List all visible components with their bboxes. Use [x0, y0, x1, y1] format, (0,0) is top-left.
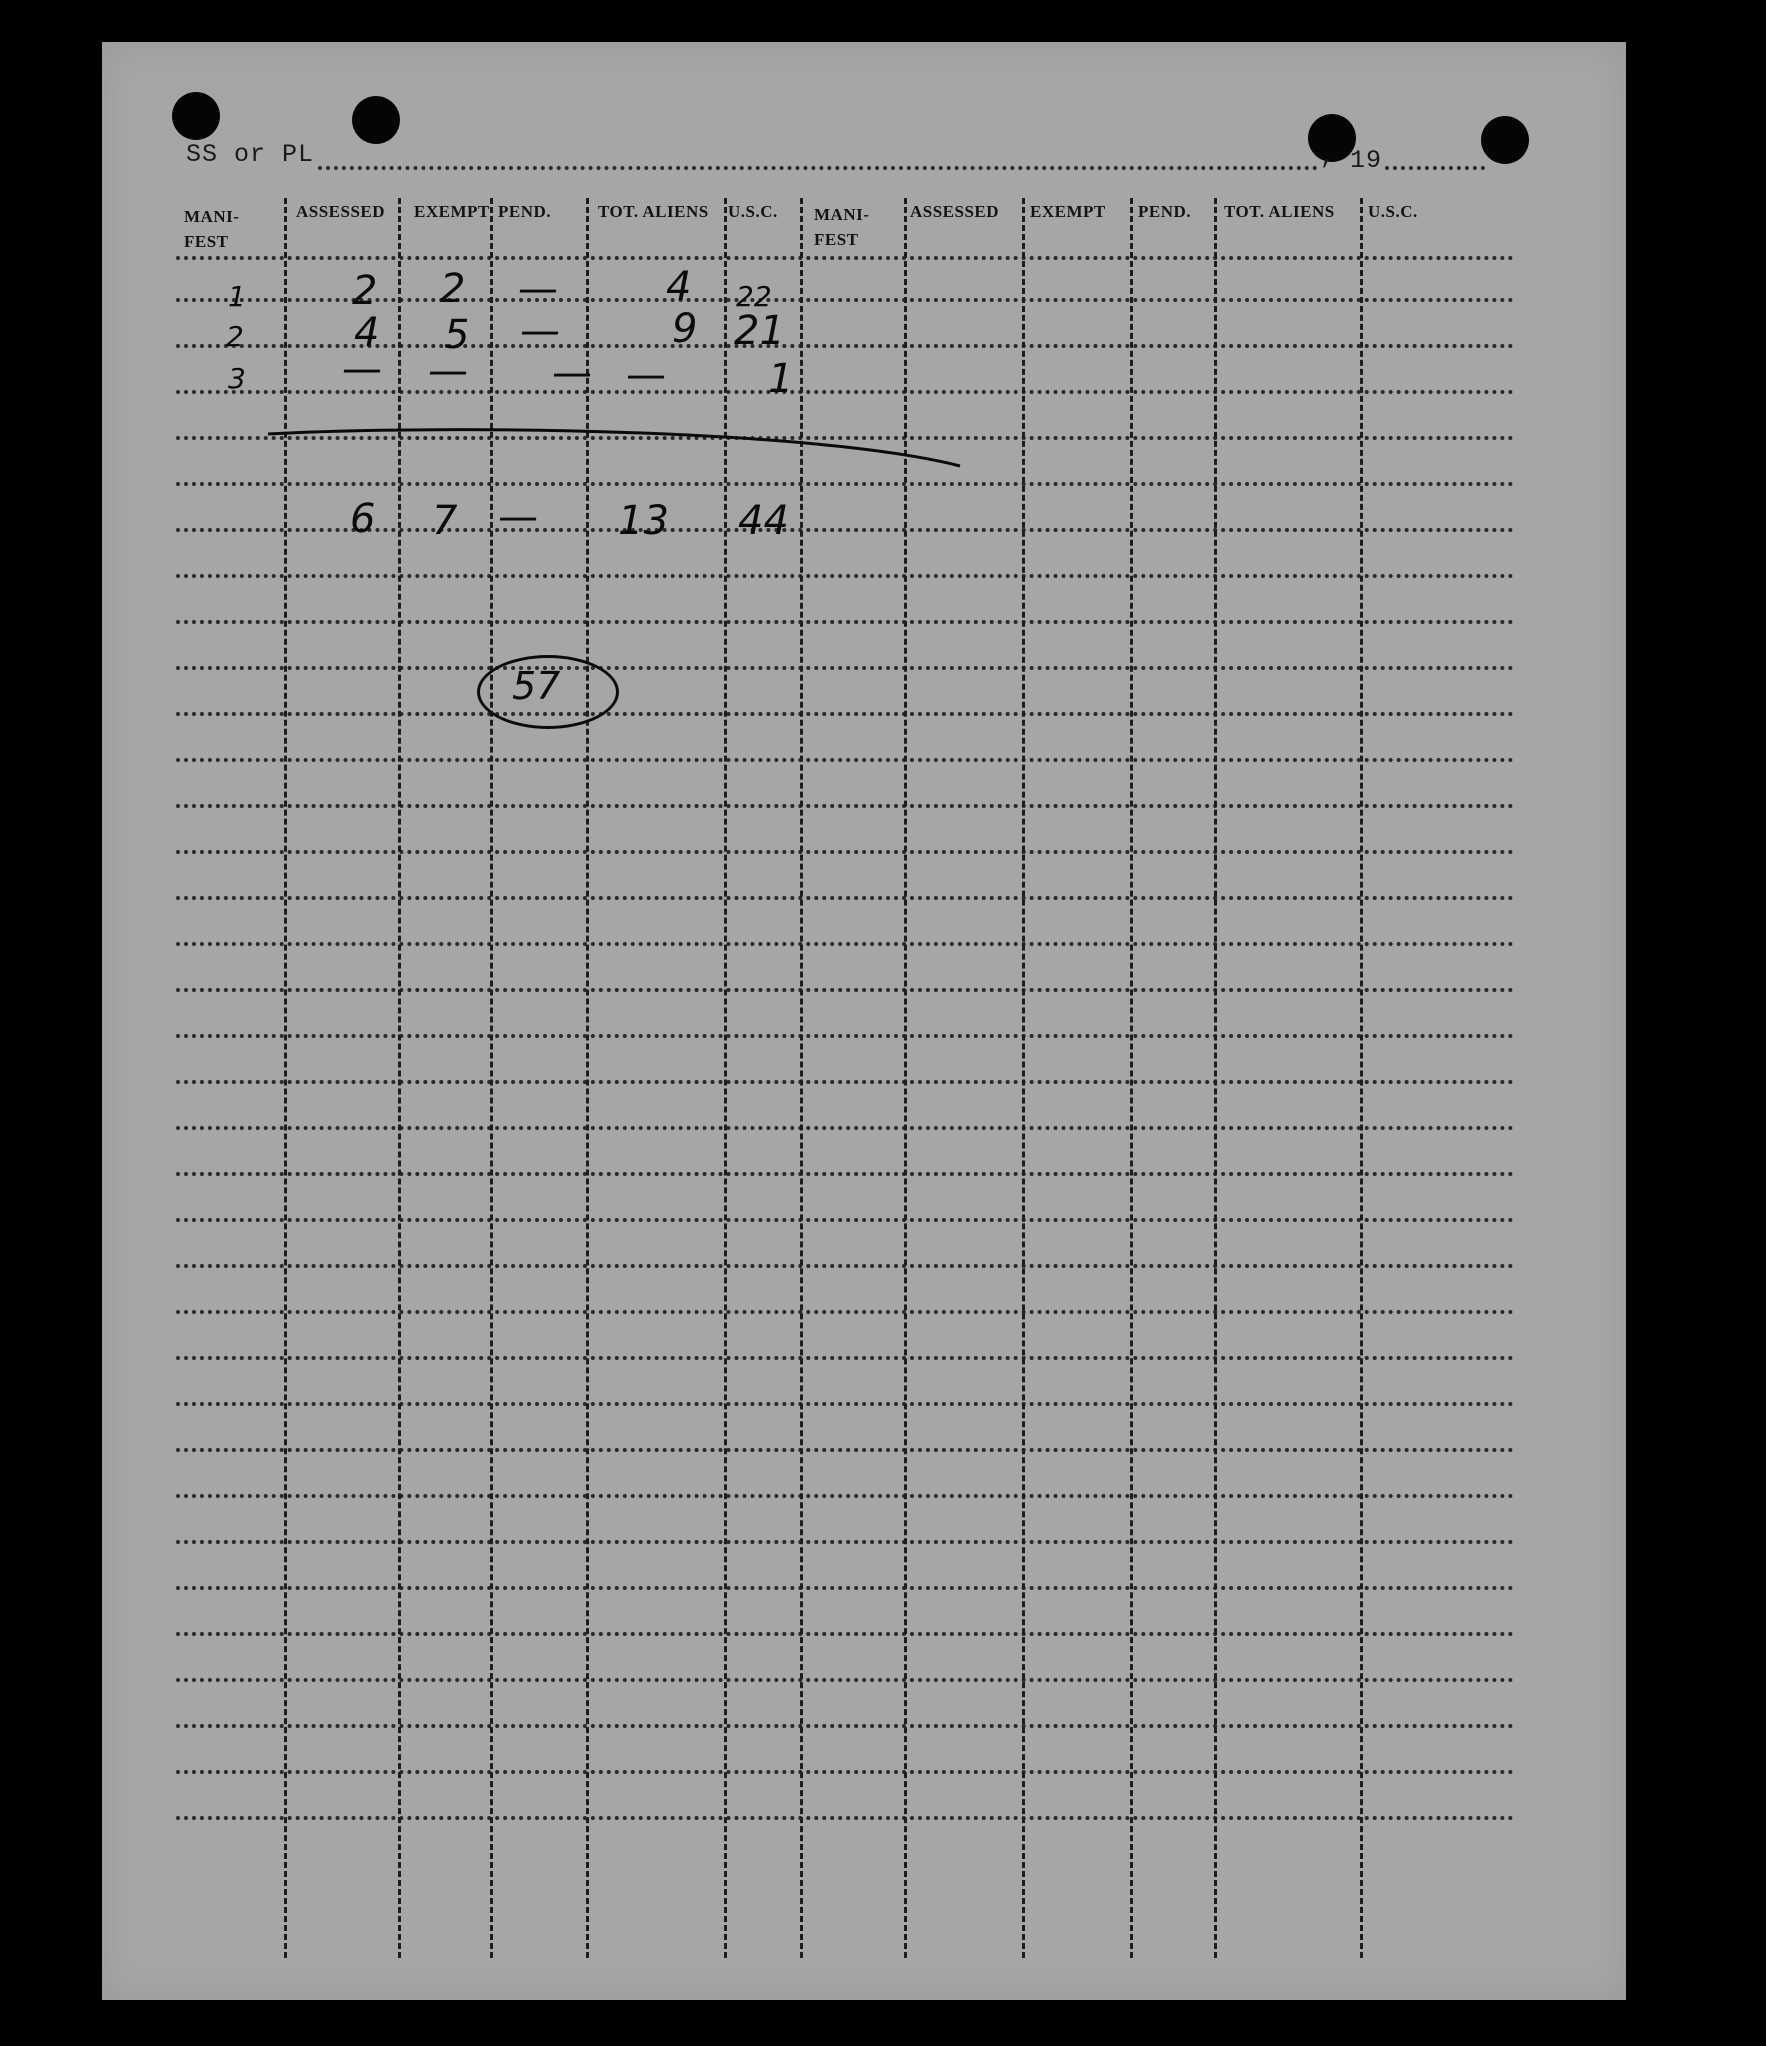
punch-hole-1 — [172, 92, 220, 140]
total-exempt: 7 — [432, 498, 458, 544]
grid-column-line — [1130, 198, 1133, 1958]
col-header-assessed-right: ASSESSED — [910, 202, 1000, 221]
punch-hole-4 — [1481, 116, 1529, 164]
entry-1-usc: 22 — [736, 280, 772, 313]
grid-row-line — [176, 1264, 1514, 1268]
grid-row-line — [176, 1172, 1514, 1176]
grid-row-line — [176, 1080, 1514, 1084]
grid-row-line — [176, 574, 1514, 578]
total-usc: 44 — [738, 498, 789, 544]
grid-row-line — [176, 1126, 1514, 1130]
col-header-pend-left: PEND. — [498, 202, 552, 221]
col-header-manifest-right: MANI- FEST — [814, 205, 870, 249]
grid-row-line — [176, 1356, 1514, 1360]
grid-row-line — [176, 1494, 1514, 1498]
grid-row-line — [176, 1034, 1514, 1038]
grid-row-line — [176, 482, 1514, 486]
grid-row-line — [176, 1678, 1514, 1682]
col-header-exempt-right: EXEMPT — [1030, 202, 1106, 221]
entry-3-assessed: — — [342, 346, 382, 392]
grid-row-line — [176, 1540, 1514, 1544]
sum-underline — [260, 420, 970, 480]
grid-row-line — [176, 896, 1514, 900]
entry-3-tot-aliens: — — [626, 352, 666, 398]
ship-name-line — [318, 166, 1318, 170]
grid-row-line — [176, 1586, 1514, 1590]
grid-row-line — [176, 1724, 1514, 1728]
grid-row-line — [176, 804, 1514, 808]
grid-row-line — [176, 1310, 1514, 1314]
year-line — [1385, 166, 1485, 170]
grid-column-line — [1360, 198, 1363, 1958]
grid-row-line — [176, 666, 1514, 670]
grid-row-line — [176, 712, 1514, 716]
col-header-tot-aliens-left: TOT. ALIENS — [598, 202, 709, 221]
grid-row-line — [176, 988, 1514, 992]
entry-1-assessed: 2 — [352, 268, 378, 314]
col-header-tot-aliens-right: TOT. ALIENS — [1224, 202, 1335, 221]
total-tot-aliens: 13 — [618, 498, 669, 544]
grid-row-line — [176, 1816, 1514, 1820]
grid-row-line — [176, 620, 1514, 624]
grid-row-line — [176, 528, 1514, 532]
entry-2-pend: — — [520, 308, 560, 354]
punch-hole-2 — [352, 96, 400, 144]
header-rule — [176, 256, 1514, 260]
entry-2-assessed: 4 — [354, 310, 380, 356]
entry-1-pend: — — [518, 266, 558, 312]
grid-row-line — [176, 942, 1514, 946]
entry-3-pend: — — [552, 350, 592, 396]
grand-total: 57 — [512, 664, 561, 708]
entry-1-tot-aliens: 4 — [666, 264, 692, 310]
col-header-usc-right: U.S.C. — [1368, 202, 1418, 221]
form-sheet — [102, 42, 1626, 2000]
entry-3-usc: 1 — [768, 356, 794, 402]
total-pend: — — [498, 494, 538, 540]
entry-2-usc: 21 — [734, 308, 785, 354]
entry-1-manifest: 1 — [228, 280, 246, 313]
date-comma: , — [1320, 142, 1337, 171]
entry-2-tot-aliens: 9 — [672, 306, 698, 352]
entry-2-exempt: 5 — [444, 312, 470, 358]
col-header-exempt-left: EXEMPT — [414, 202, 490, 221]
grid-row-line — [176, 850, 1514, 854]
grid-row-line — [176, 1770, 1514, 1774]
grid-row-line — [176, 758, 1514, 762]
year-prefix: 19 — [1350, 146, 1383, 175]
grid-column-line — [1214, 198, 1217, 1958]
grid-row-line — [176, 1402, 1514, 1406]
entry-1-exempt: 2 — [440, 266, 466, 312]
grid-row-line — [176, 1632, 1514, 1636]
total-assessed: 6 — [350, 496, 376, 542]
col-header-pend-right: PEND. — [1138, 202, 1192, 221]
grid-row-line — [176, 1218, 1514, 1222]
entry-3-exempt: — — [428, 348, 468, 394]
col-header-assessed-left: ASSESSED — [296, 202, 386, 221]
entry-2-manifest: 2 — [226, 320, 244, 353]
grid-column-line — [1022, 198, 1025, 1958]
grid-row-line — [176, 1448, 1514, 1452]
entry-3-manifest: 3 — [228, 362, 246, 395]
ship-label: SS or PL — [186, 140, 315, 169]
col-header-manifest-left: MANI- FEST — [184, 207, 240, 251]
col-header-usc-left: U.S.C. — [728, 202, 778, 221]
